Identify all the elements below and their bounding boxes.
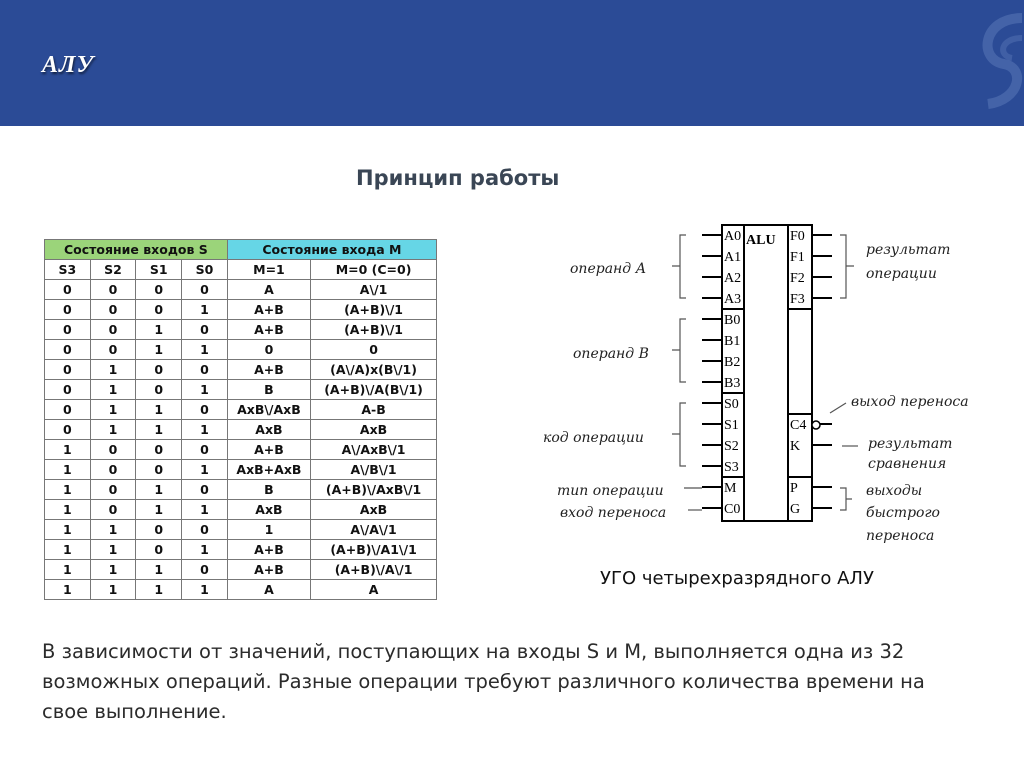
table-row [45, 520, 437, 540]
table-row [45, 420, 437, 440]
table-cell: 1 [45, 440, 91, 460]
table-cell: 0 [90, 300, 136, 320]
brace-fast-carry [840, 488, 852, 510]
pin-label-right: F0 [790, 229, 805, 244]
label-result-line2: операции [866, 266, 937, 282]
table-cell: 0 [45, 420, 91, 440]
table-cell: 0 [136, 300, 182, 320]
pin-label-left: A3 [724, 292, 742, 307]
table-cell: 0 [136, 440, 182, 460]
table-cell: A [227, 580, 310, 600]
table-cell: 1 [182, 300, 228, 320]
column-header: S2 [90, 260, 136, 280]
table-cell: 1 [45, 460, 91, 480]
brace-op-code [672, 403, 686, 466]
pin-label-right: P [790, 481, 798, 496]
table-cell: 1 [90, 380, 136, 400]
table-cell: 0 [90, 460, 136, 480]
pin-label-left: M [724, 481, 737, 496]
pin-label-left: A1 [724, 250, 742, 265]
label-compare-line1: результат [868, 436, 953, 452]
table-row [45, 340, 437, 360]
table-cell: 1 [136, 400, 182, 420]
table-cell: 1 [136, 340, 182, 360]
table-cell: A-B [311, 400, 437, 420]
table-cell: (A\/A)x(B\/1) [311, 360, 437, 380]
table-cell: A+B [227, 540, 310, 560]
table-cell: 0 [90, 320, 136, 340]
header-bar [0, 0, 1024, 126]
pin-label-left: S3 [724, 460, 739, 475]
column-header: M=1 [227, 260, 310, 280]
table-cell: 0 [182, 360, 228, 380]
label-op-type: тип операции [557, 483, 664, 499]
column-header: S3 [45, 260, 91, 280]
slide-title: АЛУ [42, 52, 95, 78]
table-cell: A [227, 280, 310, 300]
table-cell: 0 [182, 520, 228, 540]
table-cell: AxB [311, 500, 437, 520]
pin-label-left: A0 [724, 229, 742, 244]
table-cell: A+B [227, 320, 310, 340]
label-compare-line2: сравнения [868, 456, 947, 472]
table-cell: 1 [182, 580, 228, 600]
table-group-header-row [45, 240, 437, 260]
table-cell: 0 [90, 340, 136, 360]
table-cell: AxB\/AxB [227, 400, 310, 420]
table-cell: A\/A\/1 [311, 520, 437, 540]
table-cell: 1 [90, 560, 136, 580]
table-cell: 1 [90, 400, 136, 420]
label-result-line1: результат [866, 242, 951, 258]
table-row [45, 540, 437, 560]
table-row [45, 500, 437, 520]
table-cell: 0 [90, 480, 136, 500]
table-row [45, 560, 437, 580]
table-cell: 0 [136, 280, 182, 300]
logo-watermark-icon [960, 0, 1024, 126]
table-cell: 1 [136, 500, 182, 520]
table-cell: A [311, 580, 437, 600]
pin-label-left: B2 [724, 355, 741, 370]
pin-label-left: S1 [724, 418, 739, 433]
table-cell: 0 [136, 460, 182, 480]
table-cell: 1 [136, 420, 182, 440]
pin-label-right: F2 [790, 271, 805, 286]
table-cell: AxB+AxB [227, 460, 310, 480]
table-cell: B [227, 380, 310, 400]
group-header-m: Состояние входа M [227, 240, 436, 260]
table-cell: (A+B)\/A(B\/1) [311, 380, 437, 400]
diagram-caption: УГО четырехразрядного АЛУ [600, 568, 874, 589]
table-cell: 1 [45, 560, 91, 580]
table-row [45, 580, 437, 600]
table-cell: 1 [182, 340, 228, 360]
pin-label-left: S2 [724, 439, 739, 454]
table-cell: A\/AxB\/1 [311, 440, 437, 460]
table-cell: 1 [45, 500, 91, 520]
pin-label-right: F3 [790, 292, 805, 307]
table-cell: 1 [45, 520, 91, 540]
pin-label-left: B0 [724, 313, 741, 328]
table-cell: 0 [311, 340, 437, 360]
table-cell: 1 [90, 520, 136, 540]
column-header: S1 [136, 260, 182, 280]
table-cell: 0 [136, 380, 182, 400]
table-cell: 0 [90, 440, 136, 460]
table-cell: 0 [90, 280, 136, 300]
group-header-s: Состояние входов S [45, 240, 228, 260]
table-cell: 0 [45, 360, 91, 380]
table-cell: 1 [90, 580, 136, 600]
pin-label-left: C0 [724, 502, 741, 517]
pin-label-right: C4 [790, 418, 807, 433]
table-row [45, 380, 437, 400]
table-cell: A+B [227, 360, 310, 380]
carry-out-inversion-circle [812, 421, 820, 429]
pin-label-left: B1 [724, 334, 741, 349]
table-cell: 0 [45, 280, 91, 300]
description-paragraph: В зависимости от значений, поступающих на входы S и M, выполняется одна из 32 возможных операций. Разные операции требуют различного количества времени на свое выполнение. [42, 640, 925, 723]
table-row [45, 440, 437, 460]
table-cell: (A+B)\/1 [311, 320, 437, 340]
table-row [45, 300, 437, 320]
label-fast-line2: быстрого [866, 505, 940, 521]
chip-label: ALU [746, 233, 776, 248]
table-row [45, 360, 437, 380]
table-cell: 0 [90, 500, 136, 520]
table-cell: 1 [227, 520, 310, 540]
table-cell: AxB [227, 420, 310, 440]
pin-label-right: K [790, 439, 801, 454]
table-cell: 0 [227, 340, 310, 360]
table-cell: (A+B)\/A1\/1 [311, 540, 437, 560]
pin-label-left: S0 [724, 397, 739, 412]
table-cell: 0 [45, 400, 91, 420]
alu-diagram [540, 220, 1010, 560]
table-cell: AxB [311, 420, 437, 440]
table-row [45, 480, 437, 500]
table-row [45, 460, 437, 480]
arrow-carry-out [830, 403, 846, 413]
table-cell: 1 [90, 420, 136, 440]
table-cell: 1 [136, 560, 182, 580]
label-operand-a: операнд А [570, 261, 647, 277]
table-cell: 0 [136, 540, 182, 560]
table-cell: 1 [45, 540, 91, 560]
table-cell: 0 [182, 280, 228, 300]
pin-label-right: F1 [790, 250, 805, 265]
truth-table [44, 239, 437, 600]
table-cell: 1 [182, 420, 228, 440]
column-header: M=0 (C=0) [311, 260, 437, 280]
table-cell: 1 [182, 540, 228, 560]
brace-operand-b [672, 319, 686, 382]
section-title: Принцип работы [356, 166, 560, 190]
table-cell: 1 [45, 580, 91, 600]
table-cell: 1 [136, 580, 182, 600]
table-cell: 0 [182, 400, 228, 420]
table-cell: 1 [182, 460, 228, 480]
table-cell: 0 [45, 340, 91, 360]
table-cell: 1 [136, 480, 182, 500]
table-cell: 1 [90, 540, 136, 560]
table-cell: AxB [227, 500, 310, 520]
brace-operand-a [672, 235, 686, 298]
table-cell: 1 [45, 480, 91, 500]
table-cell: 0 [45, 380, 91, 400]
label-fast-line1: выходы [866, 483, 923, 499]
table-cell: 1 [90, 360, 136, 380]
label-op-code: код операции [543, 430, 644, 446]
table-cell: 0 [182, 320, 228, 340]
table-cell: 1 [182, 380, 228, 400]
label-carry-out: выход переноса [851, 394, 969, 410]
table-cell: A\/B\/1 [311, 460, 437, 480]
table-cell: (A+B)\/1 [311, 300, 437, 320]
table-cell: B [227, 480, 310, 500]
label-fast-line3: переноса [866, 528, 935, 544]
table-cell: (A+B)\/AxB\/1 [311, 480, 437, 500]
table-cell: A+B [227, 440, 310, 460]
table-cell: 0 [182, 440, 228, 460]
pin-label-right: G [790, 502, 801, 517]
label-carry-in: вход переноса [560, 505, 667, 521]
table-cell: 0 [136, 360, 182, 380]
pin-label-left: A2 [724, 271, 742, 286]
table-cell: 0 [182, 560, 228, 580]
table-column-header-row [45, 260, 437, 280]
table-row [45, 400, 437, 420]
table-cell: A+B [227, 300, 310, 320]
table-cell: 0 [136, 520, 182, 540]
table-body [45, 280, 437, 600]
pin-label-left: B3 [724, 376, 741, 391]
label-operand-b: операнд В [573, 346, 649, 362]
table-cell: 0 [45, 320, 91, 340]
table-row [45, 280, 437, 300]
table-cell: A\/1 [311, 280, 437, 300]
brace-result [840, 235, 854, 298]
table-cell: (A+B)\/A\/1 [311, 560, 437, 580]
table-cell: 0 [45, 300, 91, 320]
table-cell: A+B [227, 560, 310, 580]
table-cell: 1 [136, 320, 182, 340]
table-cell: 1 [182, 500, 228, 520]
column-header: S0 [182, 260, 228, 280]
table-row [45, 320, 437, 340]
table-cell: 0 [182, 480, 228, 500]
